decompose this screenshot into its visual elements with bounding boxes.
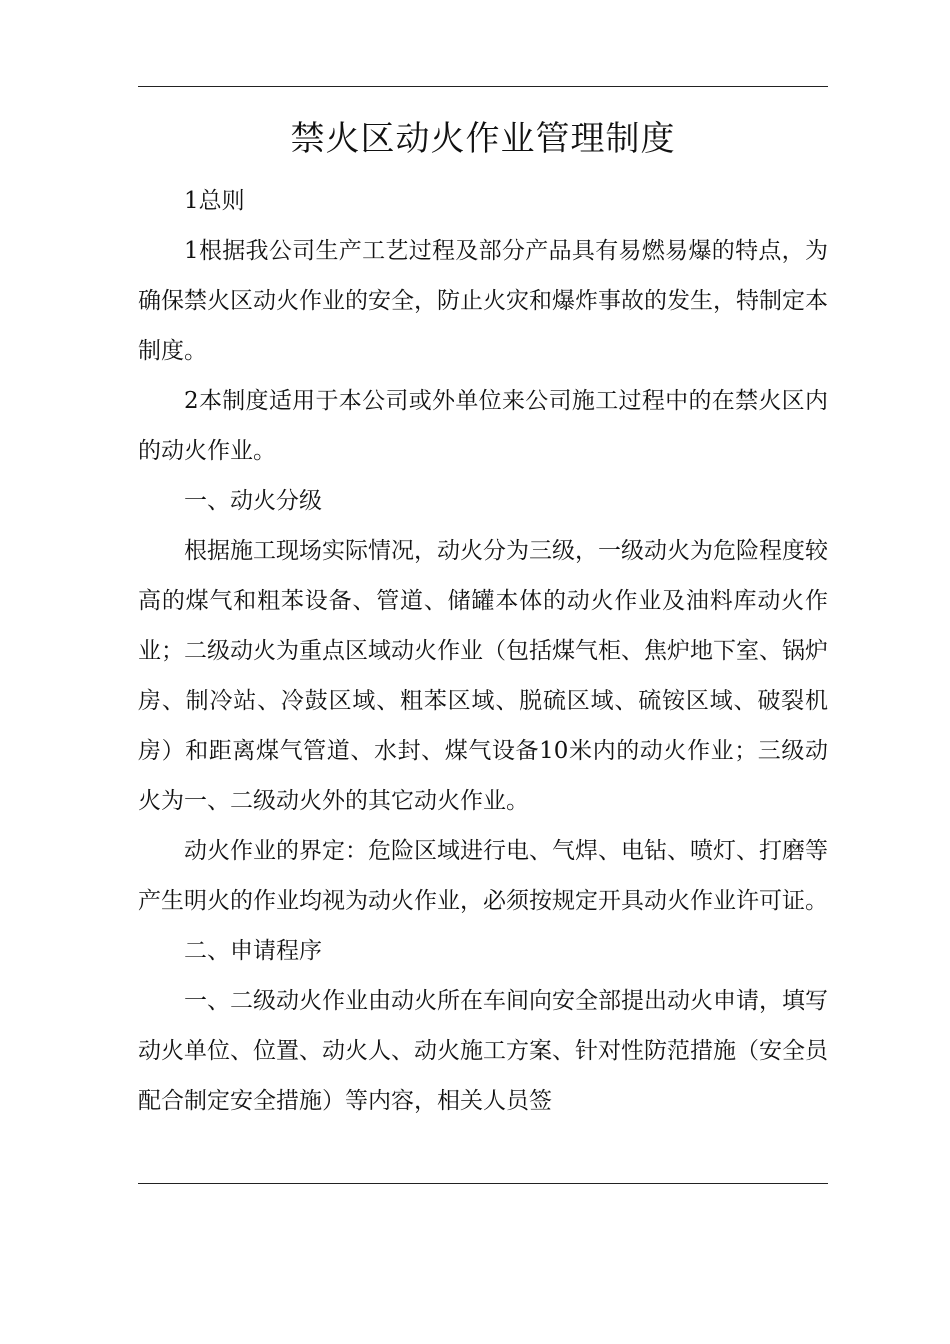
- paragraph-purpose: 1根据我公司生产工艺过程及部分产品具有易燃易爆的特点，为确保禁火区动火作业的安全，防止火灾和爆炸事故的发生，特制定本制度。: [138, 238, 828, 364]
- paragraph-classification: 根据施工现场实际情况，动火分为三级，一级动火为危险程度较高的煤气和粗苯设备、管道、储罐本体的动火作业及油料库动火作业；二级动火为重点区域动火作业（包括煤气柜、焦炉地下室、锅炉房、制冷站、冷鼓区域、粗苯区域、脱硫区域、硫铵区域、破裂机房）和距离煤气管道、水封、煤气设备10米内的动火作业；三级动火为一、二级动火外的其它动火作业。: [138, 538, 828, 814]
- section-heading-classification: 一、动火分级: [184, 488, 322, 514]
- section-heading-general: 1总则: [184, 188, 245, 214]
- footer-rule: [138, 1183, 828, 1184]
- paragraph-definition: 动火作业的界定：危险区域进行电、气焊、电钻、喷灯、打磨等产生明火的作业均视为动火作业，必须按规定开具动火作业许可证。: [138, 838, 828, 914]
- paragraph-scope: 2本制度适用于本公司或外单位来公司施工过程中的在禁火区内的动火作业。: [138, 388, 828, 464]
- header-rule: [138, 86, 828, 87]
- section-heading-application: 二、申请程序: [184, 938, 322, 964]
- paragraph-application: 一、二级动火作业由动火所在车间向安全部提出动火申请，填写动火单位、位置、动火人、动火施工方案、针对性防范措施（安全员配合制定安全措施）等内容，相关人员签: [138, 988, 828, 1114]
- document-body: [138, 176, 828, 1126]
- document-title: 禁火区动火作业管理制度: [290, 119, 676, 159]
